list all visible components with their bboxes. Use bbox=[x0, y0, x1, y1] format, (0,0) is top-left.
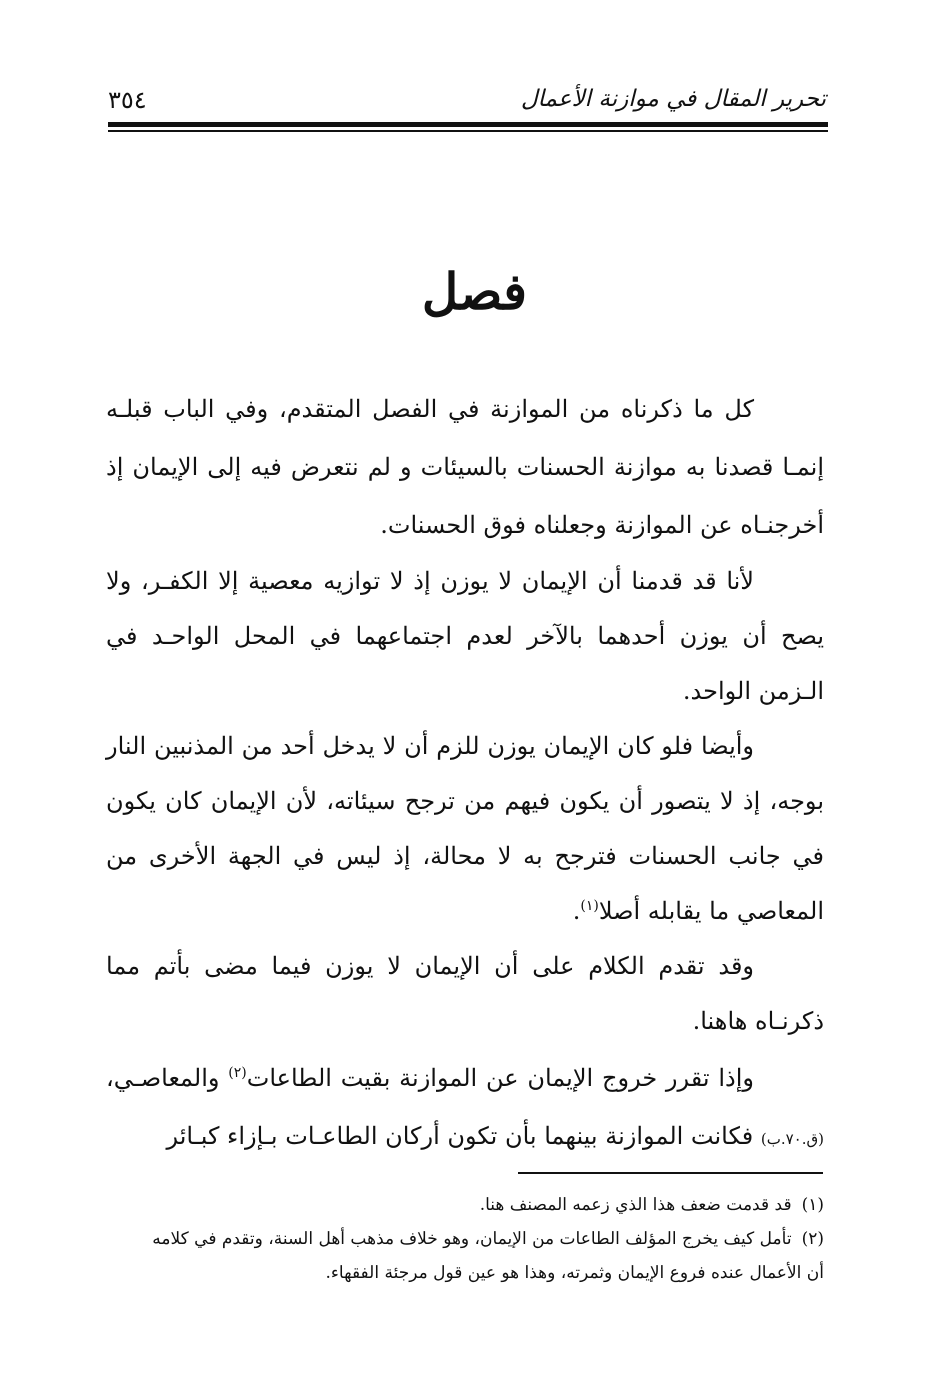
paragraph-5-text-a: وإذا تقرر خروج الإيمان عن الموازنة بقيت الطاعات bbox=[246, 1064, 754, 1092]
footnote-1-number: (١) bbox=[801, 1195, 824, 1215]
manuscript-folio-marker: (ق.٧٠.ب) bbox=[760, 1130, 824, 1148]
footnote-separator bbox=[518, 1172, 823, 1174]
paragraph-1: كل ما ذكرناه من الموازنة في الفصل المتقدم، وفي الباب قبلـه إنمـا قصدنا به موازنة الحسنات بالسيئات و لم نتعرض فيه إلى الإيمان إذ أخرجنـاه عن الموازنة وجعلناه فوق الحسنات. bbox=[106, 395, 824, 539]
footnote-2-text: تأمل كيف يخرج المؤلف الطاعات من الإيمان، وهو خلاف مذهب أهل السنة، وتقدم في كلامه bbox=[152, 1229, 792, 1249]
page-number: ٣٥٤ bbox=[108, 86, 147, 114]
paragraph-5-text-c: فكانت الموازنة بينهما بأن تكون أركان الطاعـات بـإزاء كبـائر bbox=[166, 1122, 754, 1150]
footnote-2 bbox=[106, 1222, 824, 1290]
header-rule-thin bbox=[108, 130, 828, 132]
paragraph-5-text-b: والمعاصـي، bbox=[106, 1064, 220, 1092]
footnotes bbox=[106, 1188, 824, 1290]
paragraph-2: لأنا قد قدمنا أن الإيمان لا يوزن إذ لا توازيه معصية إلا الكفـر، ولا يصح أن يوزن أحدهما بالآخر لعدم اجتماعهما في المحل الواحـد في الـزمن الواحد. bbox=[106, 567, 824, 705]
section-heading: فصل bbox=[421, 262, 528, 321]
paragraph-3-text: وأيضا فلو كان الإيمان يوزن للزم أن لا يدخل أحد من المذنبين النار بوجه، إذ لا يتصور أن يكون فيهم من ترجح سيئاته، لأن الإيمان كان يكون في جانب الحسنات فترجح به لا محالة، إذ ليس في الجهة الأخرى من المعاصي ما يقابله أصلا bbox=[106, 732, 824, 925]
footnote-2-number: (٢) bbox=[801, 1229, 824, 1249]
book-title: تحرير المقال في موازنة الأعمال bbox=[520, 86, 826, 112]
footnote-1 bbox=[106, 1188, 824, 1222]
paragraph-4: وقد تقدم الكلام على أن الإيمان لا يوزن فيما مضى بأتم مما ذكرنـاه هاهنا. bbox=[106, 952, 824, 1035]
running-header bbox=[108, 80, 826, 120]
footnote-ref-1: (١) bbox=[580, 898, 599, 914]
paragraph-3-end: . bbox=[572, 897, 581, 925]
header-rule-thick bbox=[108, 122, 828, 127]
footnote-1-text: قد قدمت ضعف هذا الذي زعمه المصنف هنا. bbox=[479, 1195, 792, 1215]
body-text bbox=[106, 380, 824, 1168]
footnote-2-continuation: أن الأعمال عنده فروع الإيمان وثمرته، وهذا هو عين قول مرجئة الفقهاء. bbox=[325, 1263, 824, 1283]
footnote-ref-2: (٢) bbox=[228, 1065, 247, 1081]
paragraph-5 bbox=[106, 1049, 824, 1168]
paragraph-3 bbox=[106, 719, 824, 939]
